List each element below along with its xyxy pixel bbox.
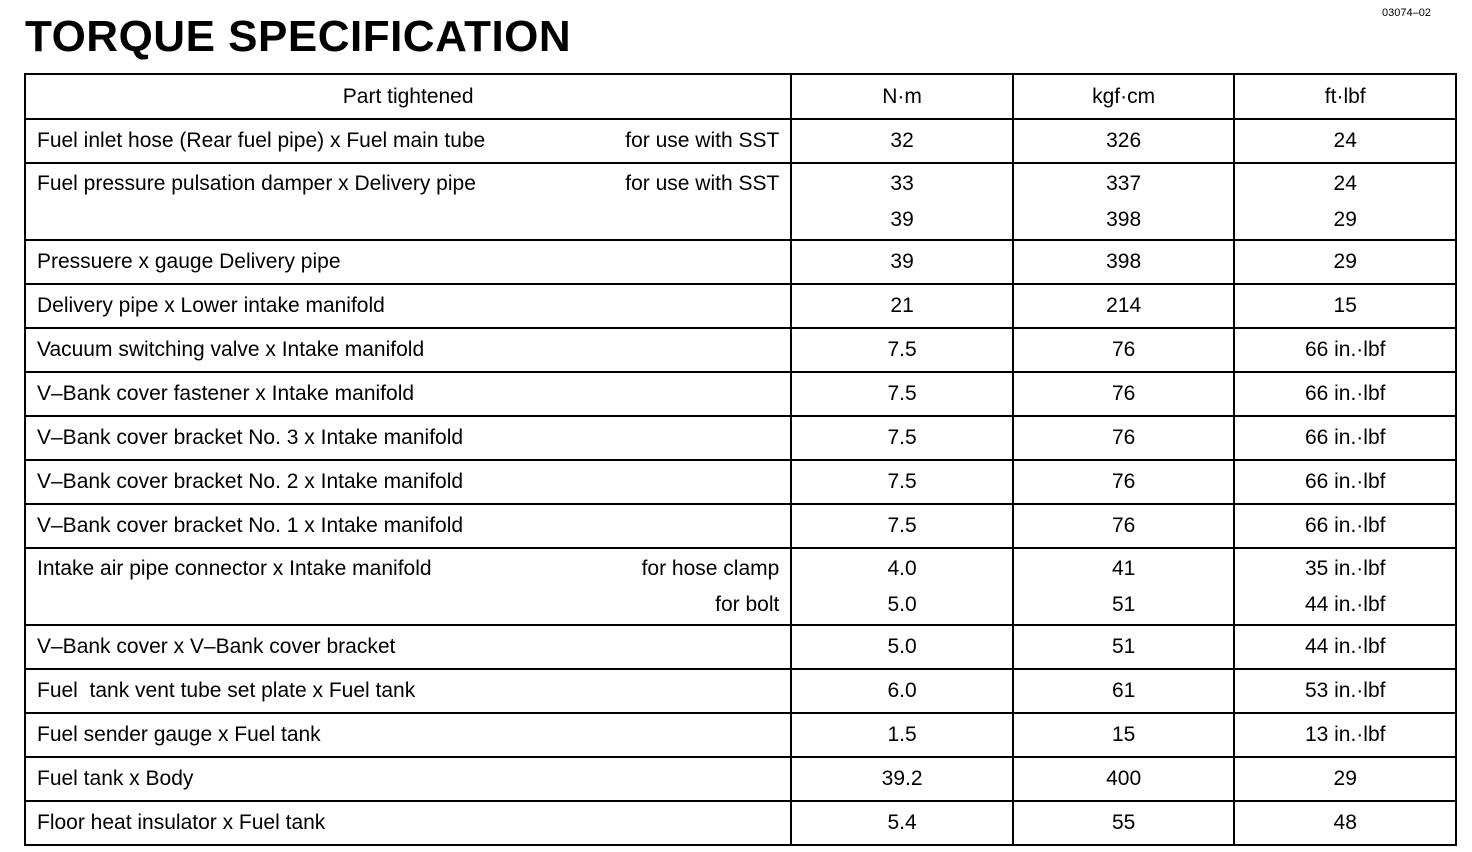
kgfcm-cell-value: 76 (1111, 470, 1136, 493)
part-name: Fuel tank x Body (37, 767, 194, 790)
nm-cell-value: 7.5 (887, 382, 917, 405)
ftlbf-cell-value: 66 in.·lbf (1304, 338, 1386, 361)
document-code: 03074–02 (1382, 7, 1431, 19)
table-row (25, 504, 1456, 548)
table-row (25, 669, 1456, 713)
kgfcm-cell (1013, 328, 1235, 372)
ftlbf-cell (1234, 240, 1456, 284)
kgfcm-cell (1013, 284, 1235, 328)
part-cell (25, 163, 791, 240)
ftlbf-cell-value: 48 (1333, 811, 1357, 834)
kgfcm-cell-value: 76 (1111, 382, 1136, 405)
nm-cell (791, 284, 1013, 328)
part-cell (25, 416, 791, 460)
kgfcm-cell (1013, 548, 1235, 625)
ftlbf-cell-value: 66 in.·lbf (1304, 426, 1386, 449)
ftlbf-cell-value: 66 in.·lbf (1304, 514, 1386, 537)
part-cell (25, 801, 791, 845)
ftlbf-cell-value: 24 (1333, 129, 1357, 152)
part-cell (25, 240, 791, 284)
nm-cell (791, 504, 1013, 548)
table-row (25, 328, 1456, 372)
nm-cell (791, 119, 1013, 163)
kgfcm-cell-value: 76 (1111, 426, 1136, 449)
nm-cell (791, 240, 1013, 284)
nm-cell (791, 625, 1013, 669)
part-name: Fuel sender gauge x Fuel tank (37, 723, 321, 746)
ftlbf-cell-value: 29 (1333, 767, 1357, 790)
part-name: V–Bank cover fastener x Intake manifold (37, 382, 415, 405)
ftlbf-cell-value: 29 (1333, 250, 1357, 273)
kgfcm-cell (1013, 163, 1235, 240)
kgfcm-cell-value: 76 (1111, 514, 1136, 537)
nm-cell-value: 39.2 (881, 767, 923, 790)
header-row (25, 74, 1456, 119)
part-cell (25, 713, 791, 757)
table-row (25, 240, 1456, 284)
ftlbf-cell (1234, 328, 1456, 372)
kgfcm-cell-value: 326 (1106, 129, 1142, 152)
nm-cell (791, 460, 1013, 504)
nm-cell-value: 21 (890, 294, 914, 317)
nm-cell (791, 713, 1013, 757)
nm-cell (791, 416, 1013, 460)
kgfcm-cell-value: 398 (1106, 207, 1142, 231)
nm-cell-value: 7.5 (887, 426, 917, 449)
ftlbf-cell (1234, 669, 1456, 713)
nm-cell (791, 328, 1013, 372)
kgfcm-cell (1013, 504, 1235, 548)
table-row (25, 372, 1456, 416)
nm-cell-value: 5.0 (887, 635, 917, 658)
part-name: Fuel tank vent tube set plate x Fuel tank (37, 679, 416, 702)
ftlbf-cell (1234, 713, 1456, 757)
ftlbf-cell-value: 66 in.·lbf (1304, 382, 1386, 405)
kgfcm-cell (1013, 240, 1235, 284)
part-note: for use with SST (625, 171, 780, 195)
ftlbf-cell (1234, 757, 1456, 801)
part-name: Delivery pipe x Lower intake manifold (37, 294, 385, 317)
nm-cell-value: 5.4 (887, 811, 917, 834)
part-cell (25, 372, 791, 416)
table-row (25, 163, 1456, 240)
ftlbf-cell-value: 29 (1333, 207, 1357, 231)
ftlbf-cell-value: 15 (1333, 294, 1357, 317)
nm-cell-value: 39 (890, 250, 914, 273)
ftlbf-cell (1234, 801, 1456, 845)
kgfcm-cell-value: 51 (1111, 592, 1136, 616)
part-name: Pressuere x gauge Delivery pipe (37, 250, 341, 273)
table-row (25, 119, 1456, 163)
table-row (25, 548, 1456, 625)
part-name: Floor heat insulator x Fuel tank (37, 811, 326, 834)
ftlbf-cell (1234, 372, 1456, 416)
nm-cell-value: 33 (890, 171, 914, 195)
nm-cell-value: 32 (890, 129, 914, 152)
part-cell (25, 625, 791, 669)
table-row (25, 713, 1456, 757)
nm-cell-value: 39 (890, 207, 914, 231)
nm-cell-value: 5.0 (887, 592, 917, 616)
part-cell (25, 548, 791, 625)
kgfcm-cell-value: 76 (1111, 338, 1136, 361)
nm-cell-value: 7.5 (887, 470, 917, 493)
part-cell (25, 504, 791, 548)
part-name: Fuel pressure pulsation damper x Delivery pipe (37, 171, 476, 195)
nm-cell (791, 163, 1013, 240)
ftlbf-cell-value: 13 in.·lbf (1304, 723, 1386, 746)
part-name: V–Bank cover bracket No. 2 x Intake manifold (37, 470, 464, 493)
kgfcm-cell-value: 398 (1106, 250, 1142, 273)
kgfcm-cell-value: 41 (1111, 556, 1136, 580)
nm-cell (791, 801, 1013, 845)
part-name: V–Bank cover x V–Bank cover bracket (37, 635, 396, 658)
table-row (25, 625, 1456, 669)
part-note: for use with SST (625, 129, 780, 152)
nm-cell (791, 372, 1013, 416)
torque-spec-table (24, 73, 1457, 846)
ftlbf-cell-value: 66 in.·lbf (1304, 470, 1386, 493)
kgfcm-cell-value: 61 (1111, 679, 1136, 702)
kgfcm-cell-value: 337 (1106, 171, 1142, 195)
ftlbf-cell-value: 35 in.·lbf (1304, 556, 1386, 580)
ftlbf-cell (1234, 460, 1456, 504)
part-cell (25, 669, 791, 713)
part-name: Intake air pipe connector x Intake manifold (37, 556, 432, 580)
kgfcm-cell-value: 400 (1106, 767, 1142, 790)
kgfcm-cell (1013, 669, 1235, 713)
nm-cell-value: 1.5 (887, 723, 917, 746)
table-row (25, 801, 1456, 845)
part-name: V–Bank cover bracket No. 3 x Intake manifold (37, 426, 464, 449)
kgfcm-cell (1013, 713, 1235, 757)
kgfcm-cell (1013, 757, 1235, 801)
kgfcm-cell-value: 55 (1111, 811, 1136, 834)
ftlbf-cell (1234, 625, 1456, 669)
nm-cell-value: 4.0 (887, 556, 917, 580)
part-cell (25, 460, 791, 504)
kgfcm-cell (1013, 625, 1235, 669)
part-name: Fuel inlet hose (Rear fuel pipe) x Fuel main tube (37, 129, 486, 152)
header-kgfcm: kgf·cm (1013, 74, 1235, 119)
kgfcm-cell-value: 51 (1111, 635, 1136, 658)
kgfcm-cell-value: 15 (1111, 723, 1136, 746)
kgfcm-cell (1013, 416, 1235, 460)
ftlbf-cell (1234, 504, 1456, 548)
header-part-tightened: Part tightened (25, 74, 791, 119)
ftlbf-cell-value: 24 (1333, 171, 1357, 195)
part-name: Vacuum switching valve x Intake manifold (37, 338, 425, 361)
part-name: V–Bank cover bracket No. 1 x Intake manifold (37, 514, 464, 537)
nm-cell (791, 669, 1013, 713)
part-cell (25, 284, 791, 328)
part-cell (25, 119, 791, 163)
kgfcm-cell (1013, 801, 1235, 845)
header-nm: N·m (791, 74, 1013, 119)
nm-cell (791, 548, 1013, 625)
ftlbf-cell-value: 44 in.·lbf (1304, 635, 1386, 658)
nm-cell (791, 757, 1013, 801)
part-note: for bolt (715, 592, 780, 616)
part-cell (25, 757, 791, 801)
table-row (25, 416, 1456, 460)
nm-cell-value: 6.0 (887, 679, 917, 702)
kgfcm-cell-value: 214 (1106, 294, 1142, 317)
header-ftlbf: ft·lbf (1234, 74, 1456, 119)
table-body (25, 119, 1456, 845)
nm-cell-value: 7.5 (887, 338, 917, 361)
table-row (25, 757, 1456, 801)
ftlbf-cell-value: 53 in.·lbf (1304, 679, 1386, 702)
ftlbf-cell (1234, 548, 1456, 625)
ftlbf-cell (1234, 119, 1456, 163)
page-title: TORQUE SPECIFICATION (25, 12, 572, 61)
kgfcm-cell (1013, 460, 1235, 504)
ftlbf-cell (1234, 284, 1456, 328)
part-cell (25, 328, 791, 372)
nm-cell-value: 7.5 (887, 514, 917, 537)
ftlbf-cell (1234, 416, 1456, 460)
ftlbf-cell (1234, 163, 1456, 240)
table-row (25, 284, 1456, 328)
part-note: for hose clamp (641, 556, 780, 580)
kgfcm-cell (1013, 372, 1235, 416)
table-row (25, 460, 1456, 504)
kgfcm-cell (1013, 119, 1235, 163)
ftlbf-cell-value: 44 in.·lbf (1304, 592, 1386, 616)
